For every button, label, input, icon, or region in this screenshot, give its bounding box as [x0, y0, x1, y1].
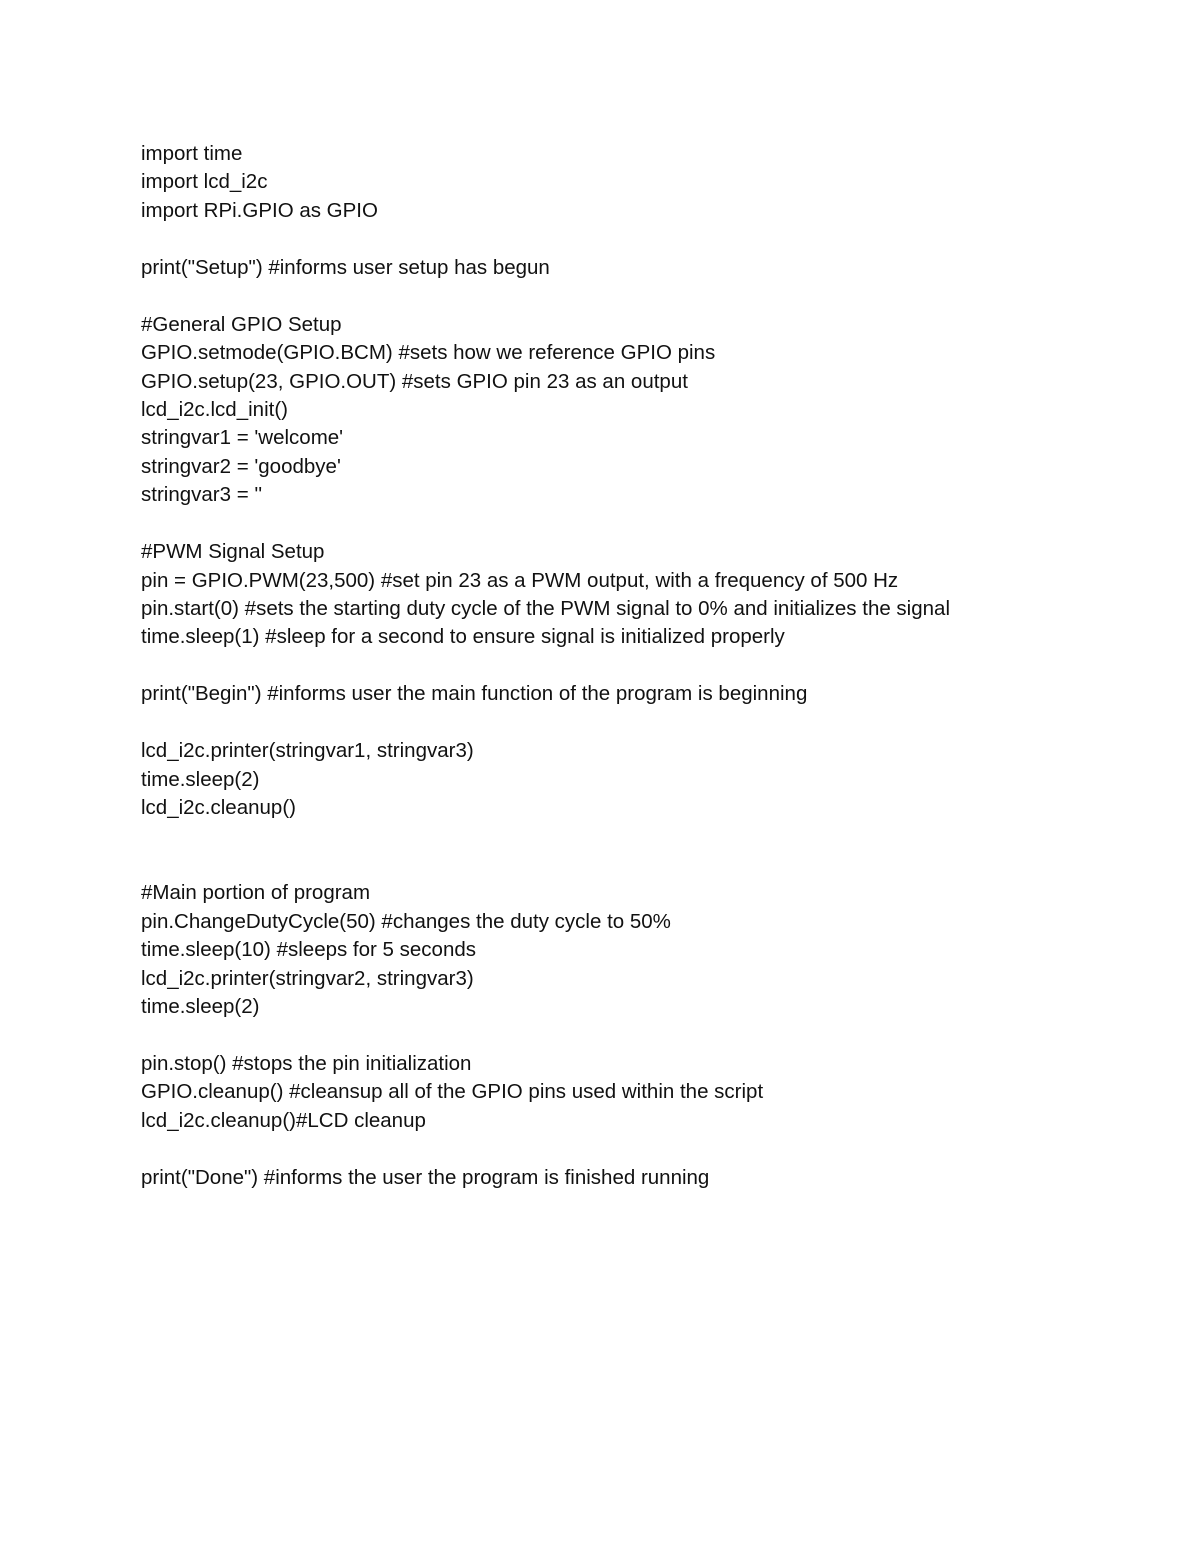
- code-comment-heading: #General GPIO Setup: [141, 312, 342, 336]
- code-line: print("Begin") #informs user the main function of the program is beginning: [141, 682, 808, 706]
- blank-line: [141, 823, 1141, 851]
- code-line: GPIO.setmode(GPIO.BCM) #sets how we reference GPIO pins: [141, 341, 716, 365]
- code-line: stringvar2 = 'goodbye': [141, 454, 341, 478]
- blank-line: [141, 1022, 1141, 1050]
- code-line: lcd_i2c.cleanup()#LCD cleanup: [141, 1108, 426, 1132]
- code-line: stringvar3 = '': [141, 483, 263, 507]
- code-line: time.sleep(2): [141, 767, 260, 791]
- code-line: lcd_i2c.printer(stringvar2, stringvar3): [141, 966, 474, 990]
- blank-line: [141, 282, 1141, 310]
- blank-line: [141, 1135, 1141, 1163]
- code-line: import RPi.GPIO as GPIO: [141, 198, 378, 222]
- code-line: GPIO.setup(23, GPIO.OUT) #sets GPIO pin 23 as an output: [141, 369, 688, 393]
- blank-line: [141, 225, 1141, 253]
- code-line: lcd_i2c.cleanup(): [141, 796, 296, 820]
- code-listing: [141, 140, 1141, 1192]
- blank-line: [141, 851, 1141, 879]
- code-line: time.sleep(10) #sleeps for 5 seconds: [141, 938, 477, 962]
- code-line: print("Done") #informs the user the program is finished running: [141, 1165, 710, 1189]
- code-line: time.sleep(2): [141, 995, 260, 1019]
- blank-line: [141, 652, 1141, 680]
- code-line: pin.ChangeDutyCycle(50) #changes the duty cycle to 50%: [141, 909, 671, 933]
- code-line: pin.start(0) #sets the starting duty cycle of the PWM signal to 0% and initializes the signal: [141, 597, 950, 620]
- code-line: pin.stop() #stops the pin initialization: [141, 1052, 472, 1075]
- blank-line: [141, 709, 1141, 737]
- code-line: print("Setup") #informs user setup has begun: [141, 255, 550, 279]
- code-line: stringvar1 = 'welcome': [141, 426, 344, 450]
- code-line: lcd_i2c.lcd_init(): [141, 397, 288, 421]
- code-line: time.sleep(1) #sleep for a second to ensure signal is initialized properly: [141, 625, 785, 649]
- code-comment-heading: #Main portion of program: [141, 881, 371, 905]
- code-line: pin = GPIO.PWM(23,500) #set pin 23 as a PWM output, with a frequency of 500 Hz: [141, 568, 899, 592]
- code-line: GPIO.cleanup() #cleansup all of the GPIO pins used within the script: [141, 1080, 764, 1104]
- code-comment-heading: #PWM Signal Setup: [141, 540, 325, 564]
- code-line: lcd_i2c.printer(stringvar1, stringvar3): [141, 739, 474, 763]
- code-line: import time: [141, 142, 243, 165]
- blank-line: [141, 510, 1141, 538]
- code-line: import lcd_i2c: [141, 170, 268, 194]
